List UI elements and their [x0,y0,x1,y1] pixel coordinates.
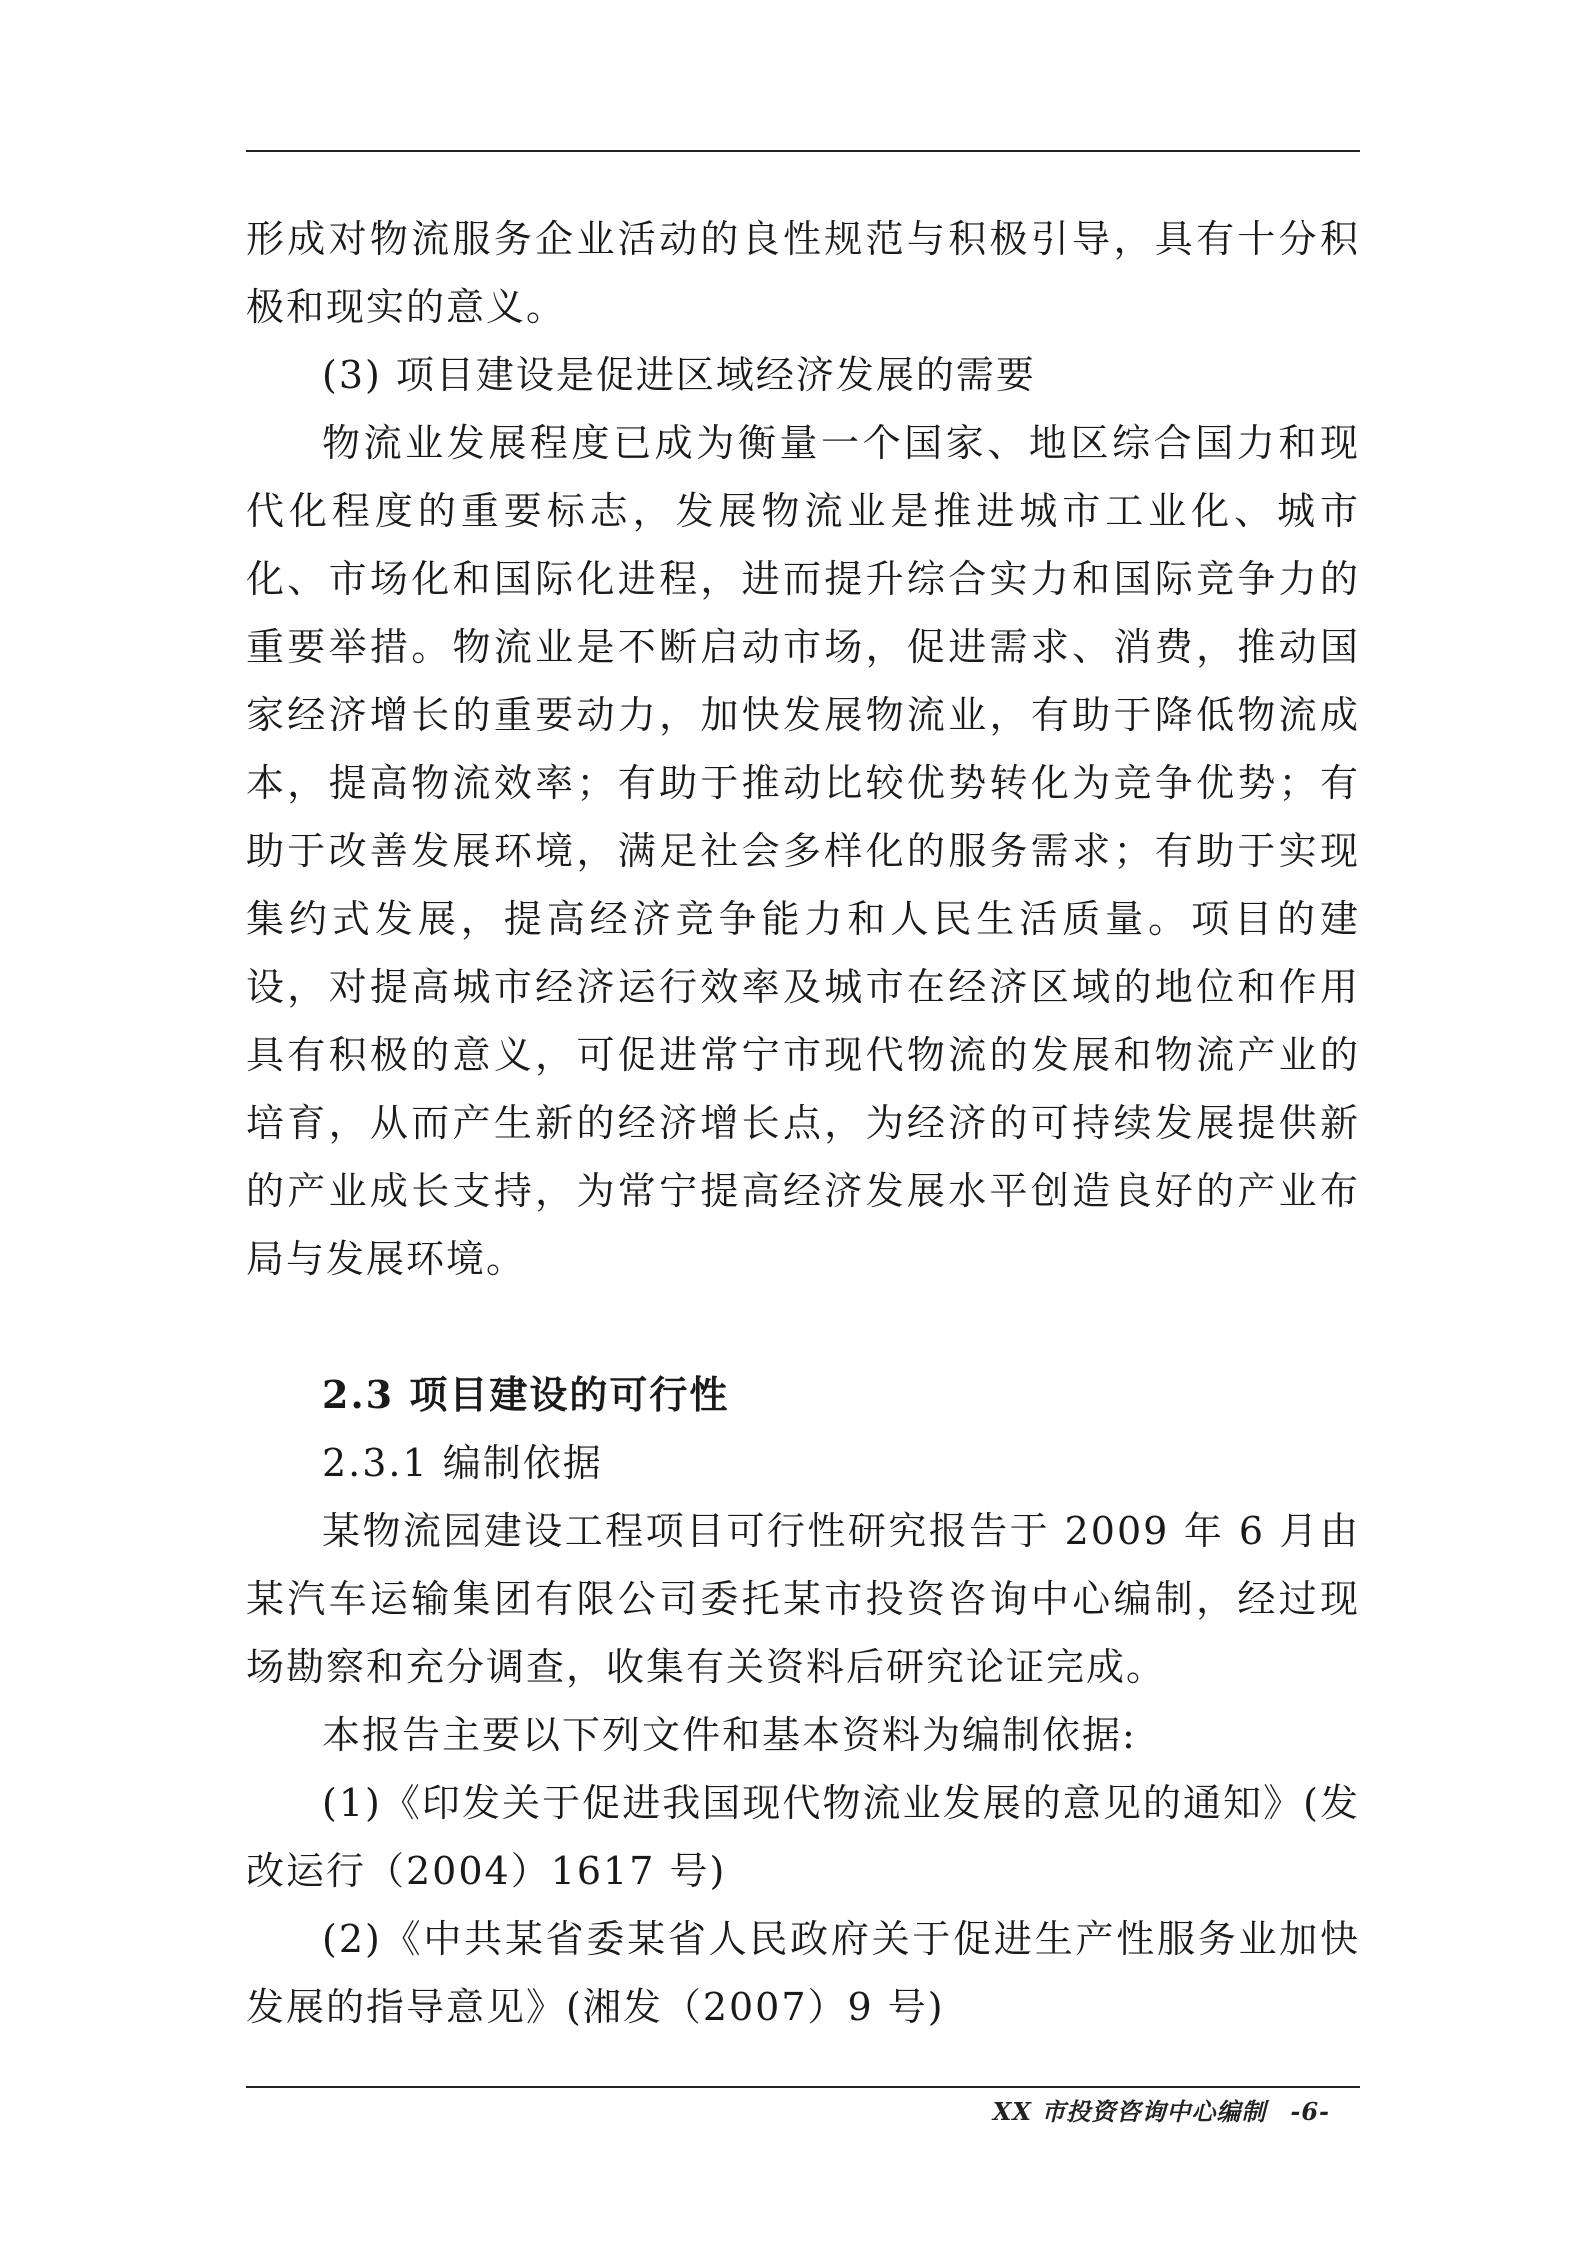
paragraph: 物流业发展程度已成为衡量一个国家、地区综合国力和现代化程度的重要标志，发展物流业是推进城市工业化、城市化、市场化和国际化进程，进而提升综合实力和国际竞争力的重要举措。物流业是不断启动市场，促进需求、消费，推动国家经济增长的重要动力，加快发展物流业，有助于降低物流成本，提高物流效率；有助于推动比较优势转化为竞争优势；有助于改善发展环境，满足社会多样化的服务需求；有助于实现集约式发展，提高经济竞争能力和人民生活质量。项目的建设，对提高城市经济运行效率及城市在经济区域的地位和作用具有积极的意义，可促进常宁市现代物流的发展和物流产业的培育，从而产生新的经济增长点，为经济的可持续发展提供新的产业成长支持，为常宁提高经济发展水平创造良好的产业布局与发展环境。 [246,421,1360,1281]
footer-org: XX 市投资咨询中心编制 [992,2097,1267,2126]
paragraph: 本报告主要以下列文件和基本资料为编制依据: [322,1713,1137,1757]
document-body [246,205,1360,2041]
page-number: -6- [1290,2097,1330,2126]
subsection-heading: 2.3.1 编制依据 [322,1441,603,1485]
list-item-heading: (3) 项目建设是促进区域经济发展的需要 [322,353,1036,397]
paragraph: 形成对物流服务企业活动的良性规范与积极引导，具有十分积极和现实的意义。 [246,217,1360,329]
paragraph: 某物流园建设工程项目可行性研究报告于 2009 年 6 月由某汽车运输集团有限公司委托某市投资咨询中心编制，经过现场勘察和充分调查，收集有关资料后研究论证完成。 [246,1509,1360,1689]
section-heading: 2.3 项目建设的可行性 [322,1372,730,1417]
page-footer [993,2092,1330,2127]
reference-item: (2)《中共某省委某省人民政府关于促进生产性服务业加快发展的指导意见》(湘发（2007）9 号) [246,1917,1360,2029]
reference-item: (1)《印发关于促进我国现代物流业发展的意见的通知》(发改运行（2004）1617 号) [246,1781,1360,1893]
header-rule [246,150,1360,152]
footer-rule [246,2086,1360,2088]
spacer [246,1293,1360,1361]
